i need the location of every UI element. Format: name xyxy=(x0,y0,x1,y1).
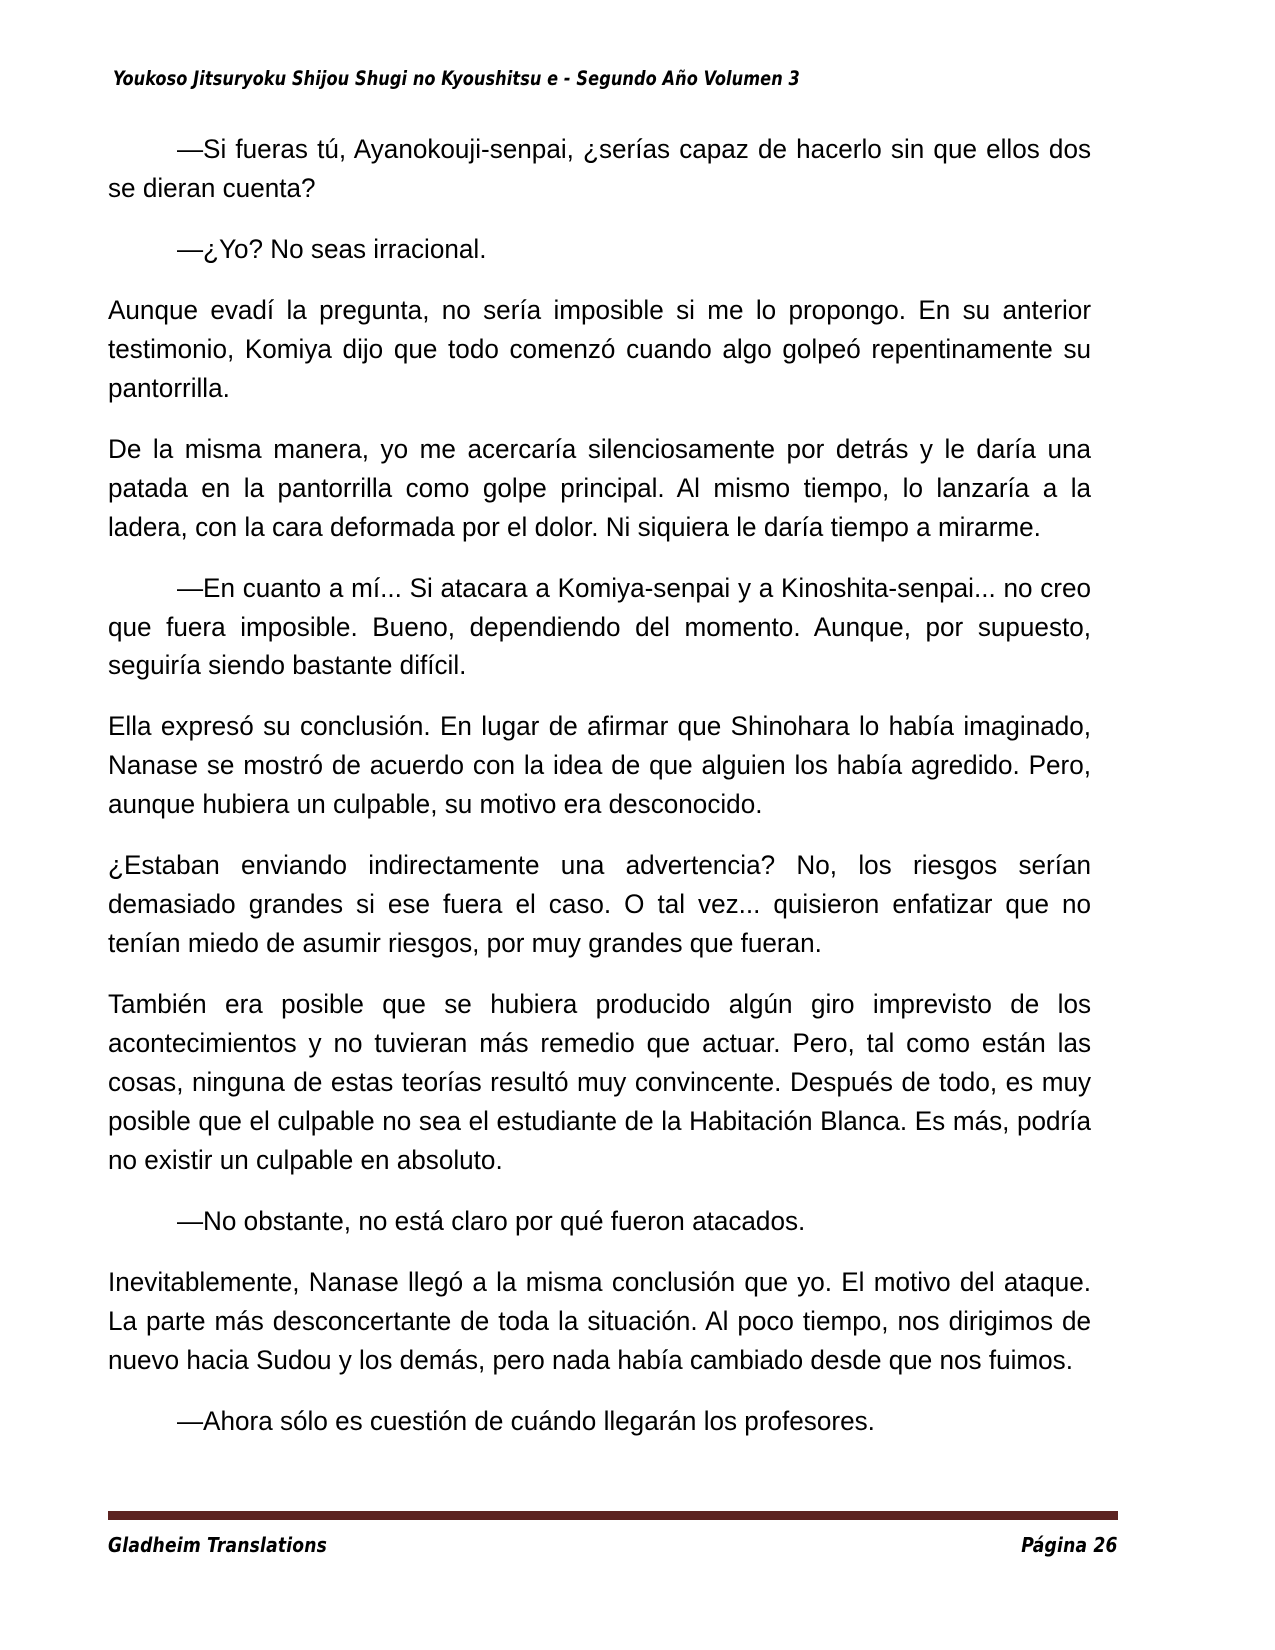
paragraph-dialogue: —¿Yo? No seas irracional. xyxy=(176,233,487,264)
paragraph-narration: Ella expresó su conclusión. En lugar de afirmar que Shinohara lo había imaginado, Nanase se mostró de acuerdo con la idea de que alguien los había agredido. Pero, aunque hubiera un culpable, su motivo era desconocido. xyxy=(108,711,1092,820)
paragraph-dialogue: —Si fueras tú, Ayanokouji-senpai, ¿serías capaz de hacerlo sin que ellos dos se dieran cuenta? xyxy=(108,134,1092,203)
paragraph-narration: Inevitablemente, Nanase llegó a la misma conclusión que yo. El motivo del ataque. La parte más desconcertante de toda la situación. Al poco tiempo, nos dirigimos de nuevo hacia Sudou y los demás, pero nada había cambiado desde que nos fuimos. xyxy=(108,1266,1092,1375)
document-body xyxy=(108,130,1106,1441)
page-header xyxy=(113,68,1163,96)
paragraph-dialogue: —Ahora sólo es cuestión de cuándo llegarán los profesores. xyxy=(176,1405,875,1436)
footer-divider xyxy=(108,1511,1118,1520)
paragraph-narration: De la misma manera, yo me acercaría silenciosamente por detrás y le daría una patada en la pantorrilla como golpe principal. Al mismo tiempo, lo lanzaría a la ladera, con la cara deformada por el dolor. Ni siquiera le daría tiempo a mirarme. xyxy=(108,433,1092,542)
paragraph-narration: Aunque evadí la pregunta, no sería imposible si me lo propongo. En su anterior testimonio, Komiya dijo que todo comenzó cuando algo golpeó repentinamente su pantorrilla. xyxy=(108,294,1092,403)
footer-row xyxy=(108,1533,1118,1557)
paragraph-dialogue: —No obstante, no está claro por qué fueron atacados. xyxy=(176,1205,806,1236)
paragraph-narration: También era posible que se hubiera producido algún giro imprevisto de los acontecimientos y no tuvieran más remedio que actuar. Pero, tal como están las cosas, ninguna de estas teorías resultó muy convincente. Después de todo, es muy posible que el culpable no sea el estudiante de la Habitación Blanca. Es más, podría no existir un culpable en absoluto. xyxy=(108,989,1092,1175)
footer-translator-credit: Gladheim Translations xyxy=(108,1533,328,1557)
paragraph-narration: ¿Estaban enviando indirectamente una advertencia? No, los riesgos serían demasiado grandes si ese fuera el caso. O tal vez... quisieron enfatizar que no tenían miedo de asumir riesgos, por muy grandes que fueran. xyxy=(108,850,1092,959)
page-footer xyxy=(108,1511,1118,1557)
paragraph-dialogue: —En cuanto a mí... Si atacara a Komiya-senpai y a Kinoshita-senpai... no creo que fuera imposible. Bueno, dependiendo del momento. Aunque, por supuesto, seguiría siendo bastante difícil. xyxy=(108,572,1092,681)
footer-page-number: Página 26 xyxy=(1021,1533,1118,1557)
header-title: Youkoso Jitsuryoku Shijou Shugi no Kyoushitsu e - Segundo Año Volumen 3 xyxy=(113,67,800,90)
